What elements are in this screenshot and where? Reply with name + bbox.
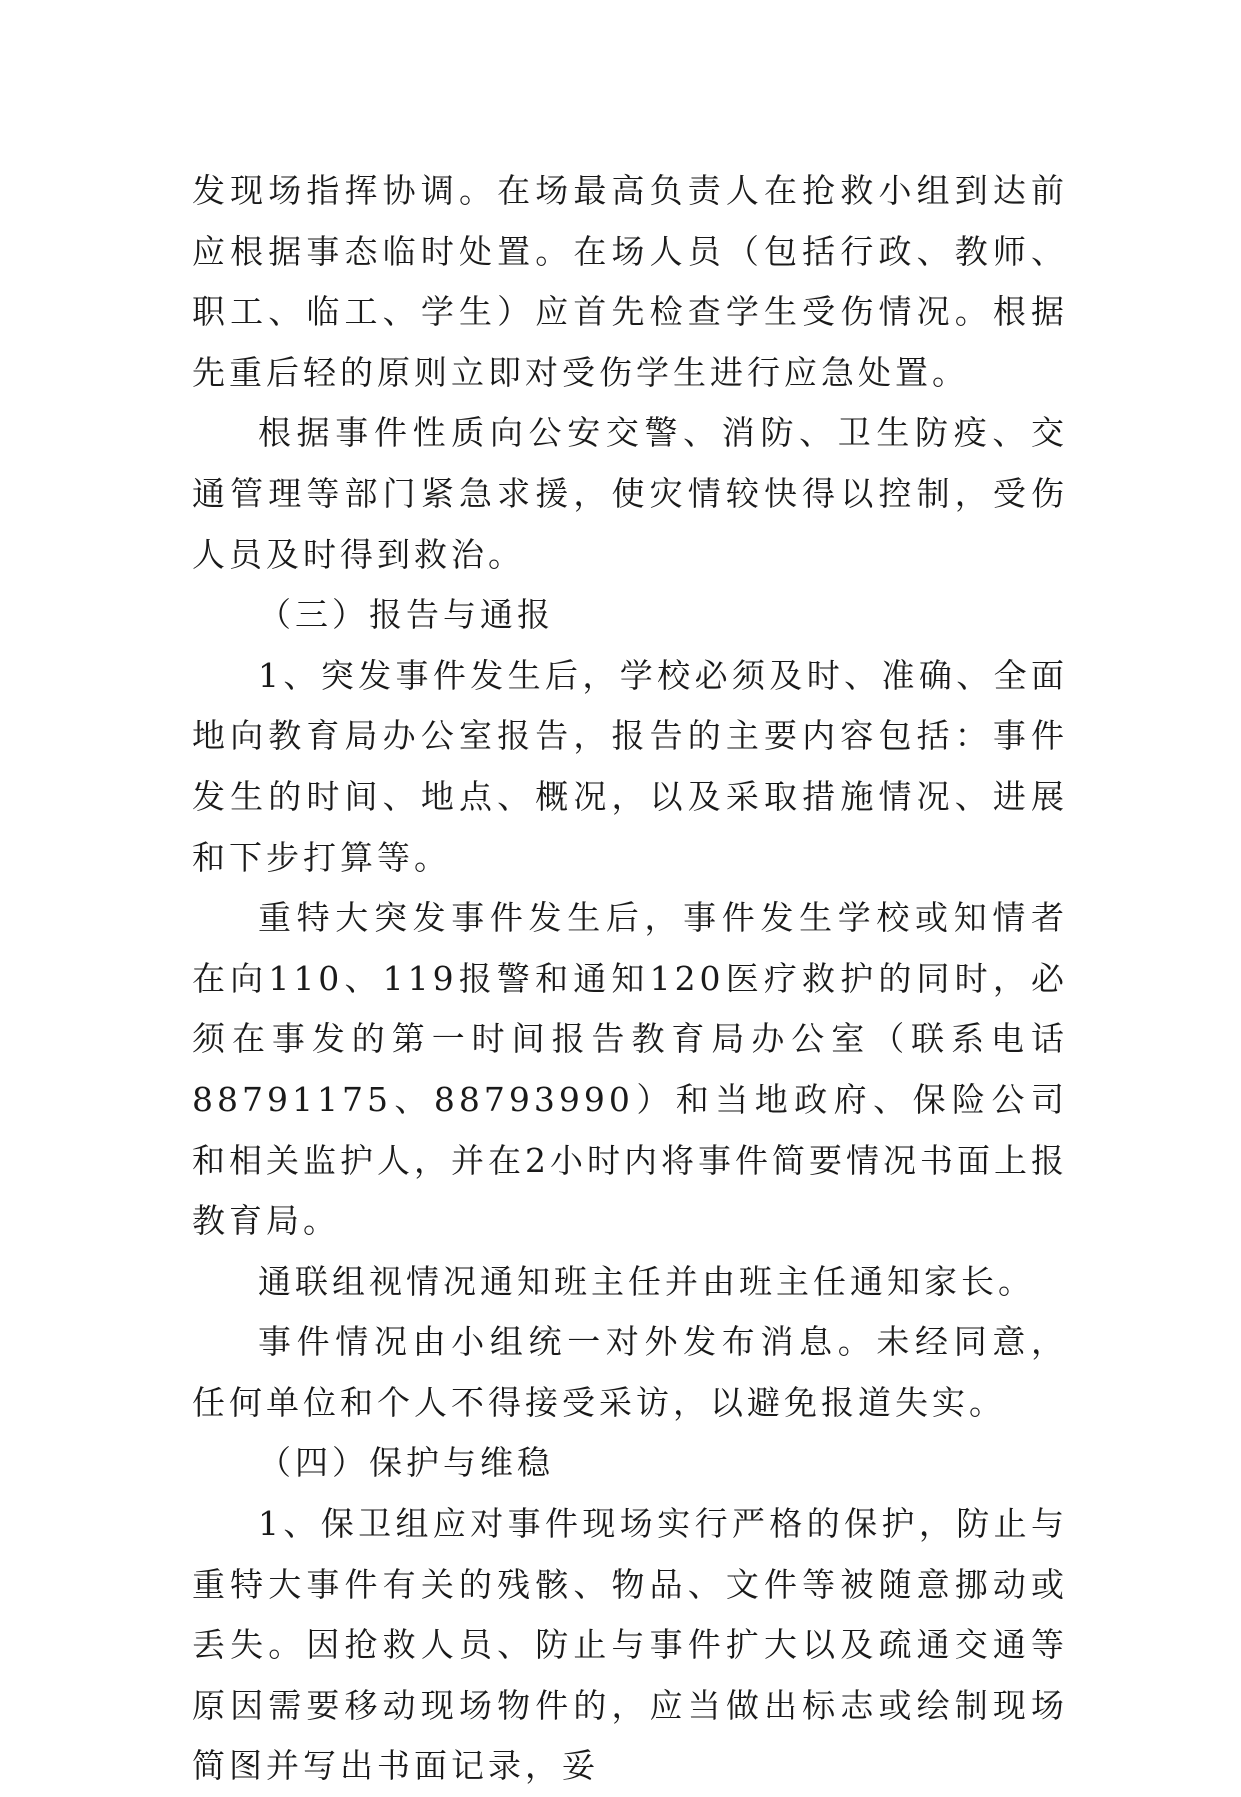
paragraph-emergency-help: 根据事件性质向公安交警、消防、卫生防疫、交通管理等部门紧急求援，使灾情较快得以控制，受伤人员及时得到救治。 [192,413,1068,574]
paragraph-scene-protection: 1、保卫组应对事件现场实行严格的保护，防止与重特大事件有关的残骸、物品、文件等被随意挪动或丢失。因抢救人员、防止与事件扩大以及疏通交通等原因需要移动现场物件的，应当做出标志或绘制现场简图并写出书面记录，妥 [192,1504,1068,1786]
paragraph-continuation: 发现场指挥协调。在场最高负责人在抢救小组到达前应根据事态临时处置。在场人员（包括行政、教师、职工、临工、学生）应首先检查学生受伤情况。根据先重后轻的原则立即对受伤学生进行应急处置。 [192,171,1068,392]
paragraph-report-content: 1、突发事件发生后，学校必须及时、准确、全面地向教育局办公室报告，报告的主要内容包括：事件发生的时间、地点、概况，以及采取措施情况、进展和下步打算等。 [192,655,1068,877]
document-body [192,161,1068,1797]
section-heading-protection: （四）保护与维稳 [258,1443,554,1483]
paragraph-major-incident: 重特大突发事件发生后，事件发生学校或知情者在向110、119报警和通知120医疗救护的同时，必须在事发的第一时间报告教育局办公室（联系电话88791175、88793990）和当地政府、保险公司和相关监护人，并在2小时内将事件简要情况书面上报教育局。 [192,898,1068,1241]
paragraph-notify-parents: 通联组视情况通知班主任并由班主任通知家长。 [258,1261,1035,1301]
section-heading-report: （三）报告与通报 [258,595,554,635]
paragraph-public-release: 事件情况由小组统一对外发布消息。未经同意，任何单位和个人不得接受采访，以避免报道失实。 [192,1322,1068,1422]
